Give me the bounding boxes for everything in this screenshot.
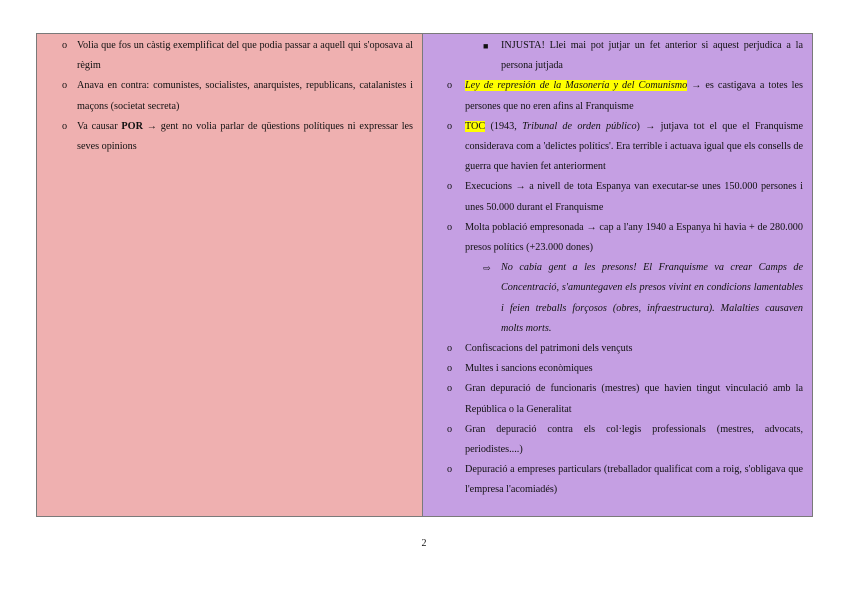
sub-bullet-item bbox=[423, 36, 812, 76]
item-text-after: → gent no volia parlar de qüestions polítiques ni expressar les seves opinions bbox=[77, 120, 414, 153]
item-text: Anava en contra: comunistes, socialistes, anarquistes, republicans, catalanistes i maçons (societat secreta) bbox=[77, 80, 413, 112]
highlighted-toc: TOC bbox=[465, 120, 486, 132]
circle-bullet-icon: o bbox=[447, 423, 453, 435]
page-number: 2 bbox=[421, 538, 427, 549]
law-name: Ley de represión de la Masonería y del Comunismo bbox=[465, 80, 688, 92]
arrow-note-item bbox=[423, 258, 812, 339]
left-column bbox=[37, 34, 423, 516]
item-text: Execucions → a nivell de tota Espanya van executar-se unes 150.000 persones i unes 50.000 durant el Franquisme bbox=[465, 181, 803, 213]
circle-bullet-icon: o bbox=[447, 181, 453, 193]
arrow-bullet-icon: ⇨ bbox=[483, 263, 491, 274]
list-item bbox=[37, 36, 422, 76]
left-list bbox=[37, 36, 422, 157]
list-item bbox=[423, 339, 812, 359]
item-text: No cabia gent a les presons! El Franquisme va crear Camps de Concentració, s'amuntegaven els presos vivint en condicions lamentables i feien treballs forçosos (obres, infraestructura). Malalties causaven molts morts. bbox=[501, 262, 803, 334]
item-bold: POR bbox=[121, 120, 143, 132]
circle-bullet-icon: o bbox=[447, 343, 453, 355]
notes-table bbox=[36, 33, 813, 517]
right-column bbox=[423, 34, 812, 516]
square-bullet-icon: ■ bbox=[483, 41, 489, 51]
item-text: Volia que fos un càstig exemplificat del que podia passar a aquell qui s'oposava al règim bbox=[77, 40, 413, 72]
item-text: Depuració a empreses particulars (treballador qualificat com a roig, s'obligava que l'empresa l'acomiadés) bbox=[465, 464, 803, 496]
list-item bbox=[423, 177, 812, 217]
list-item bbox=[423, 117, 812, 178]
circle-bullet-icon: o bbox=[447, 120, 453, 132]
circle-bullet-icon: o bbox=[62, 120, 68, 132]
circle-bullet-icon: o bbox=[62, 80, 68, 92]
item-text-b: ) → jutjava tot el que el Franquisme considerava com a 'delictes polítics'. Era terrible i actuava igual que els consells de guerra que havien fet anteriorment bbox=[465, 120, 803, 173]
circle-bullet-icon: o bbox=[62, 40, 68, 51]
circle-bullet-icon: o bbox=[447, 221, 453, 233]
list-item bbox=[423, 460, 812, 500]
list-item bbox=[423, 359, 812, 379]
item-text-before: Va causar bbox=[77, 120, 122, 132]
list-item bbox=[423, 76, 812, 116]
list-item bbox=[423, 218, 812, 258]
highlighted-law-name bbox=[465, 80, 687, 91]
list-item bbox=[37, 117, 422, 157]
list-item bbox=[423, 420, 812, 460]
item-text: Gran depuració contra els col·legis professionals (mestres, advocats, periodistes....) bbox=[465, 423, 803, 456]
item-text: Molta població empresonada → cap a l'any 1940 a Espanya hi havia + de 280.000 presos polítics (+23.000 dones) bbox=[465, 221, 803, 254]
item-text-a: (1943, bbox=[485, 120, 523, 132]
circle-bullet-icon: o bbox=[447, 363, 453, 375]
right-list bbox=[423, 36, 812, 501]
list-item bbox=[423, 379, 812, 419]
item-text: → es castigava a totes les persones que no eren afins al Franquisme bbox=[465, 80, 803, 112]
item-text: INJUSTA! Llei mai pot jutjar un fet anterior si aquest perjudica a la persona jutjada bbox=[501, 40, 803, 72]
item-italic: Tribunal de orden público bbox=[522, 120, 637, 132]
circle-bullet-icon: o bbox=[447, 383, 453, 395]
list-item bbox=[37, 76, 422, 116]
circle-bullet-icon: o bbox=[447, 464, 453, 476]
item-text: Confiscacions del patrimoni dels vençuts bbox=[465, 343, 633, 355]
circle-bullet-icon: o bbox=[447, 80, 453, 92]
item-text: Multes i sancions econòmiques bbox=[465, 363, 593, 375]
item-text: Gran depuració de funcionaris (mestres) que havien tingut vinculació amb la República o la Generalitat bbox=[465, 383, 803, 415]
